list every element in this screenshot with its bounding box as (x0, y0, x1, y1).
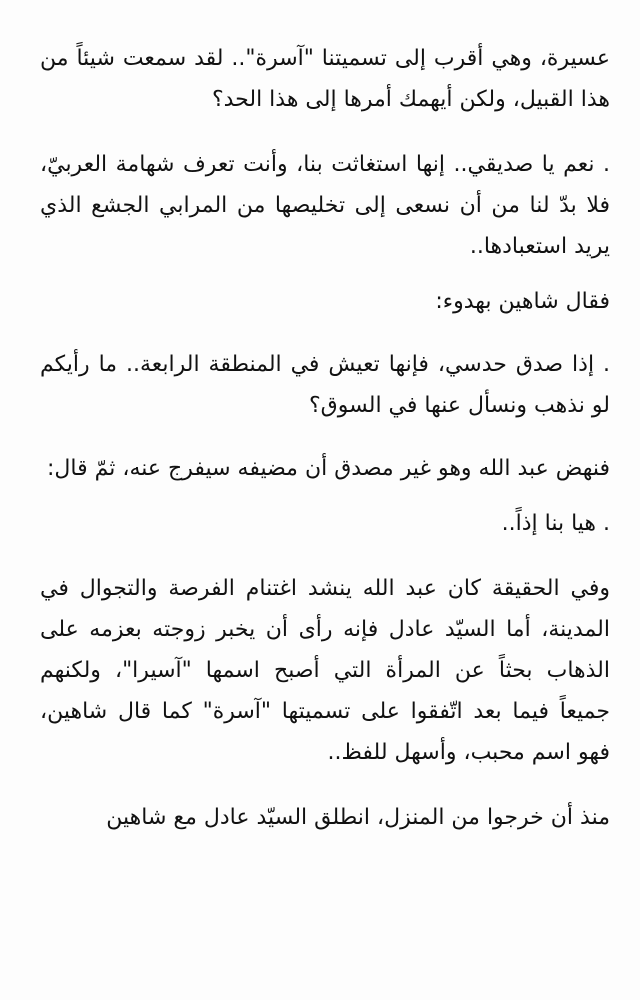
paragraph-5: فنهض عبد الله وهو غير مصدق أن مضيفه سيفرج عنه، ثمّ قال: (46, 456, 610, 481)
paragraph-1: عسيرة، وهي أقرب إلى تسميتنا "آسرة".. لقد سمعت شيئاً من هذا القبيل، ولكن أيهمك أمرها إلى هذا الحد؟ (40, 46, 610, 112)
paragraph-4: . إذا صدق حدسي، فإنها تعيش في المنطقة الرابعة.. ما رأيكم لو نذهب ونسأل عنها في السوق؟ (40, 352, 610, 418)
paragraph-8: منذ أن خرجوا من المنزل، انطلق السيّد عادل مع شاهين (106, 805, 610, 830)
paragraph-7: وفي الحقيقة كان عبد الله ينشد اغتنام الفرصة والتجوال في المدينة، أما السيّد عادل فإنه رأى أن يخبر زوجته بعزمه على الذهاب بحثاً عن المرأة التي أصبح اسمها "آسيرا"، ولكنهم جميعاً فيما بعد اتّفقوا على تسميتها "آسرة" كما قال شاهين، فهو اسم محبب، وأسهل للفظ.. (40, 576, 610, 765)
page-text (40, 38, 610, 838)
paragraph-3: فقال شاهين بهدوء: (435, 289, 610, 314)
paragraph-2: . نعم يا صديقي.. إنها استغاثت بنا، وأنت تعرف شهامة العربيّ، فلا بدّ لنا من أن نسعى إلى تخليصها من المرابي الجشع الذي يريد استعبادها.. (40, 152, 610, 259)
paragraph-6: . هيا بنا إذاً.. (501, 511, 610, 536)
